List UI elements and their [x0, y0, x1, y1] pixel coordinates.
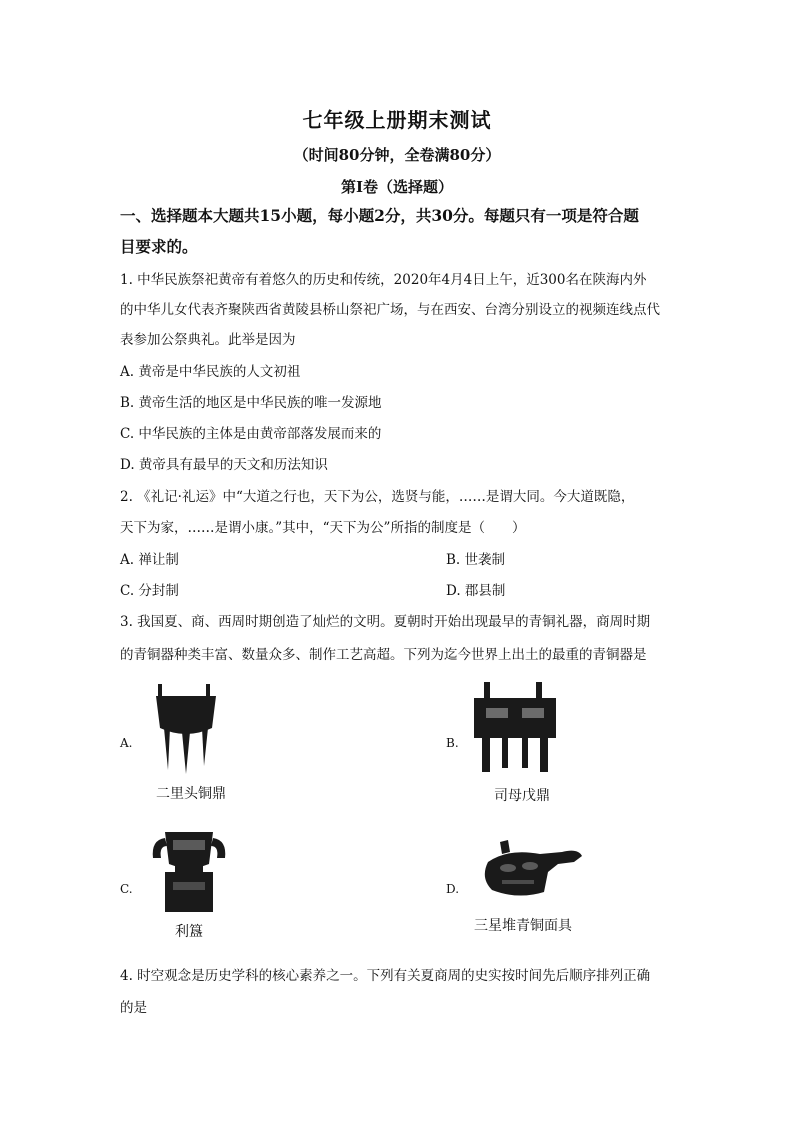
square-ding-icon: [472, 680, 558, 776]
q3-stem-line2: 的青铜器种类丰富、数量众多、制作工艺高超。下列为迄今世界上出土的最重的青铜器是: [120, 647, 647, 663]
q2-option-b[interactable]: B. 世袭制: [446, 552, 506, 568]
q1-stem-line2: 的中华儿女代表齐聚陕西省黄陵县桥山祭祀广场，与在西安、台湾分别设立的视频连线点代: [120, 302, 660, 318]
q2-stem-line2: 天下为家，……是谓小康。”其中，“天下为公”所指的制度是（ ）: [120, 520, 526, 536]
q3-option-b-image[interactable]: [472, 680, 558, 776]
q4-stem-line1: 4. 时空观念是历史学科的核心素养之一。下列有关夏商周的史实按时间先后顺序排列正确: [120, 968, 651, 984]
q1-option-d[interactable]: D. 黄帝具有最早的天文和历法知识: [120, 457, 328, 473]
part1-instructions-line1: 一、选择题本大题共15小题，每小题2分，共30分。每题只有一项是符合题: [120, 206, 639, 225]
q3-option-d-label[interactable]: D.: [446, 882, 460, 896]
q1-option-c[interactable]: C. 中华民族的主体是由黄帝部落发展而来的: [120, 426, 382, 442]
q3-option-d-image[interactable]: [478, 838, 584, 900]
q2-stem-line1: 2. 《礼记·礼运》中“大道之行也，天下为公，选贤与能，……是谓大同。今大道既隐，: [120, 489, 635, 505]
q3-option-c-caption: 利簋: [175, 924, 203, 940]
q3-option-b-caption: 司母戊鼎: [494, 788, 550, 804]
q3-option-a-caption: 二里头铜鼎: [156, 786, 226, 802]
q3-option-d-caption: 三星堆青铜面具: [474, 918, 572, 934]
q4-stem-line2: 的是: [120, 1000, 147, 1016]
exam-title: 七年级上册期末测试: [302, 108, 492, 132]
q3-stem-line1: 3. 我国夏、商、西周时期创造了灿烂的文明。夏朝时开始出现最早的青铜礼器，商周时期: [120, 614, 651, 630]
q3-option-c-label[interactable]: C.: [120, 882, 133, 896]
q2-option-c[interactable]: C. 分封制: [120, 583, 179, 599]
q3-option-a-image[interactable]: [150, 682, 222, 774]
section-heading: 第Ⅰ卷（选择题）: [340, 178, 454, 196]
exam-subtitle: （时间80分钟，全卷满80分）: [293, 146, 501, 164]
q3-option-a-label[interactable]: A.: [120, 736, 133, 750]
q2-option-d[interactable]: D. 郡县制: [446, 583, 506, 599]
gui-vessel-icon: [145, 828, 233, 914]
q1-stem-line3: 表参加公祭典礼。此举是因为: [120, 332, 296, 348]
q3-option-c-image[interactable]: [145, 828, 233, 914]
q1-option-a[interactable]: A. 黄帝是中华民族的人文初祖: [120, 364, 301, 380]
q3-option-b-label[interactable]: B.: [446, 736, 459, 750]
q1-option-b[interactable]: B. 黄帝生活的地区是中华民族的唯一发源地: [120, 395, 382, 411]
bronze-mask-icon: [478, 838, 584, 900]
q2-option-a[interactable]: A. 禅让制: [120, 552, 179, 568]
bronze-cauldron-icon: [150, 682, 222, 774]
q1-stem-line1: 1. 中华民族祭祀黄帝有着悠久的历史和传统，2020年4月4日上午，近300名在陕海内外: [120, 272, 647, 288]
part1-instructions-line2: 目要求的。: [120, 237, 198, 256]
